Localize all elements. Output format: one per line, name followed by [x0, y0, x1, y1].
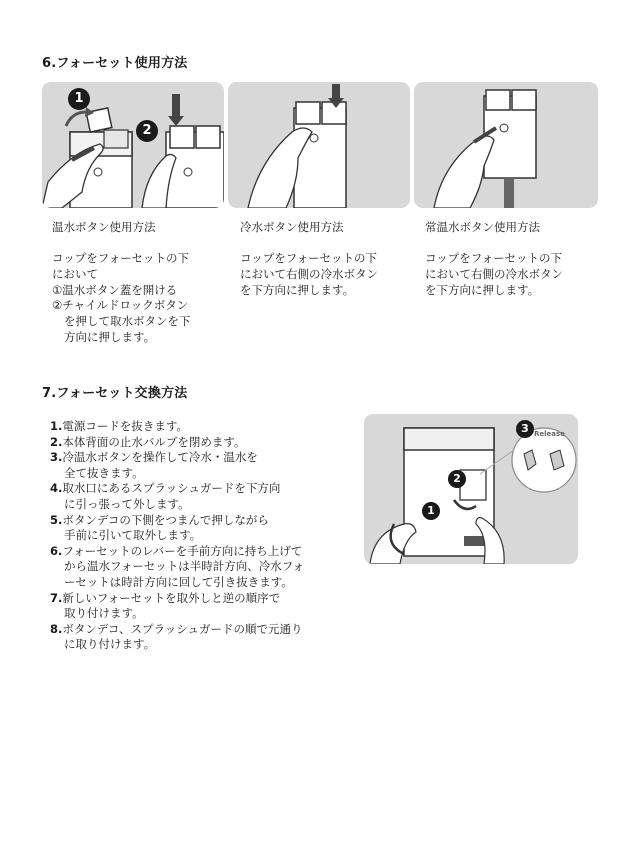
cold-water-title: 冷水ボタン使用方法	[240, 220, 344, 234]
step-2	[50, 435, 304, 451]
step-text-continued: に引っ張って外します。	[64, 496, 190, 511]
step-marker-3: 3	[516, 420, 534, 438]
step-text: ボタンデコ、スプラッシュガードの順で元通り	[62, 621, 303, 636]
release-label: Release	[534, 430, 565, 438]
step-number: 6.	[50, 543, 63, 558]
step-3	[50, 450, 304, 466]
step-text: 新しいフォーセットを取外しと逆の順序で	[62, 590, 281, 605]
step-marker-1: 1	[68, 88, 90, 110]
step-text: フォーセットのレバーを手前方向に持ち上げて	[62, 543, 303, 558]
step-5	[50, 513, 304, 529]
room-water-instructions	[425, 251, 563, 298]
step-marker-2: 2	[448, 470, 466, 488]
instruction-line: を押して取水ボタンを下	[64, 314, 191, 329]
room-water-title: 常温水ボタン使用方法	[425, 220, 540, 234]
faucet-replacement-illustration	[364, 414, 578, 564]
step-text: 本体背面の止水バルブを閉めます。	[62, 434, 246, 449]
step-number: 2.	[50, 434, 63, 449]
step-marker-2: 2	[136, 120, 158, 142]
hot-water-illustration	[42, 82, 224, 208]
instruction-line: 方向に押します。	[64, 329, 156, 344]
step-8	[50, 622, 304, 638]
step-1	[50, 419, 304, 435]
step-text: 冷温水ボタンを操作して冷水・温水を	[62, 450, 258, 465]
step-text-continued: に取り付けます。	[64, 637, 156, 652]
section6-heading: 6.フォーセット使用方法	[42, 56, 188, 71]
step-text-continued: 取り付けます。	[64, 606, 144, 621]
step-7	[50, 591, 304, 607]
instruction-line: ②チャイルドロックボタン	[52, 298, 189, 313]
instruction-line: を下方向に押します。	[240, 282, 355, 297]
replacement-steps	[50, 419, 304, 653]
step-text: ボタンデコの下側をつまんで押しながら	[62, 512, 269, 527]
section7-heading: 7.フォーセット交換方法	[42, 386, 188, 401]
instruction-line: コップをフォーセットの下	[240, 251, 377, 265]
room-water-illustration	[414, 82, 598, 208]
instruction-line: において	[52, 266, 98, 281]
instruction-line: において右側の冷水ボタン	[425, 266, 563, 281]
step-text: 取水口にあるスプラッシュガードを下方向	[62, 481, 281, 496]
step-text-continued: ーセットは時計方向に回して引き抜きます。	[64, 574, 293, 589]
instruction-line: ①温水ボタン蓋を開ける	[52, 282, 178, 297]
step-6	[50, 544, 304, 560]
step-number: 4.	[50, 481, 63, 496]
step-number: 3.	[50, 450, 63, 465]
instruction-line: コップをフォーセットの下	[425, 251, 562, 265]
step-text-continued: 全て抜きます。	[64, 465, 144, 480]
step-4	[50, 481, 304, 497]
cold-water-illustration	[228, 82, 410, 208]
step-number: 8.	[50, 621, 63, 636]
step-text: 電源コードを抜きます。	[62, 419, 188, 433]
step-text-continued: から温水フォーセットは半時計方向、冷水フォ	[64, 559, 305, 574]
step-number: 1.	[50, 419, 63, 433]
instruction-line: コップをフォーセットの下	[52, 251, 189, 265]
cold-water-instructions	[240, 251, 378, 298]
instruction-line: において右側の冷水ボタン	[240, 266, 378, 281]
instruction-line: を下方向に押します。	[425, 282, 540, 297]
hot-water-title: 温水ボタン使用方法	[52, 220, 156, 234]
hot-water-instructions	[52, 251, 191, 346]
step-marker-1: 1	[422, 502, 440, 520]
step-number: 7.	[50, 590, 63, 605]
step-text-continued: 手前に引いて取外します。	[64, 528, 202, 543]
step-number: 5.	[50, 512, 63, 527]
